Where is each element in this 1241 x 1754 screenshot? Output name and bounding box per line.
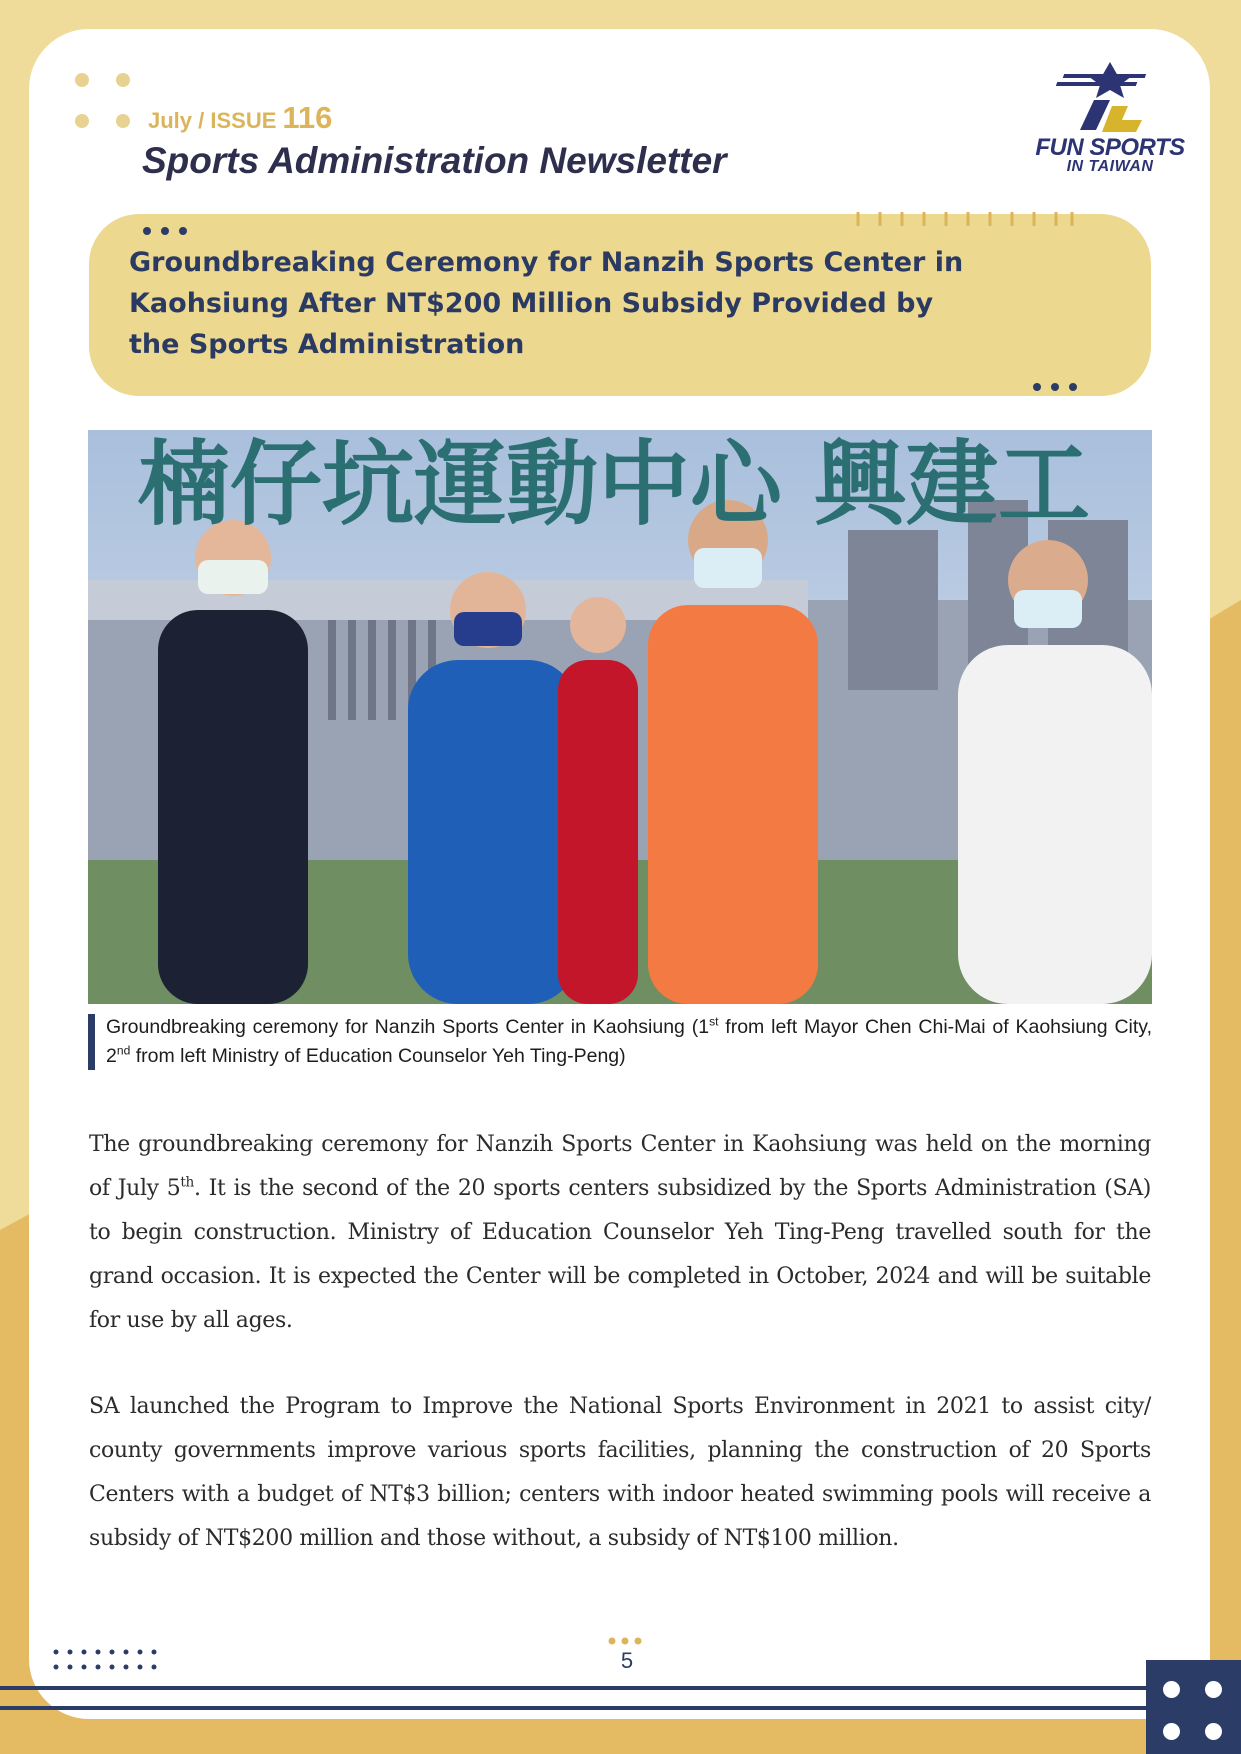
caption-sup: nd [116,1043,131,1058]
decor-dot [116,114,130,128]
issue-prefix: July / ISSUE [148,108,277,133]
corner-dot [1205,1723,1222,1740]
caption-text: Groundbreaking ceremony for Nanzih Sports Center in Kaohsiung (1 [106,1016,710,1038]
grid-dots-decor [52,1648,168,1672]
logo-subtitle: IN TAIWAN [1066,158,1154,175]
logo-wordmark: FUN SPORTS [1035,134,1185,161]
body-paragraph [89,1123,1151,1343]
decor-dots-top [142,226,198,236]
paragraph-sup: th [180,1174,194,1191]
caption-accent-bar [88,1014,95,1070]
page-number: 5 [620,1648,634,1673]
caption-sup: st [709,1014,719,1029]
issue-label [148,100,332,136]
page-dots-decor [607,1636,647,1646]
banner-text: 楠仔坑運動中心 興建工 [138,431,1091,538]
paragraph-text: . It is the second of the 20 sports centers subsidized by the Sports Administration (SA) to begin construction. Ministry of Education Counselor Yeh Ting-Peng travelled south for the grand occasion. It is expected the Center will be completed in October, 2024 and will be suitable for use by all ages. [89,1176,1151,1333]
decor-dot [116,73,130,87]
newsletter-title: Sports Administration Newsletter [142,140,727,181]
article-headline: Groundbreaking Ceremony for Nanzih Sports Center in Kaohsiung After NT$200 Million Subsidy Provided by the Sports Administration [129,247,964,360]
photo-caption [106,1013,1152,1071]
paragraph-text: The groundbreaking ceremony for Nanzih Sports Center in Kaohsiung was held on the morning of July 5 [89,1132,1151,1201]
corner-dot [1205,1681,1222,1698]
corner-dots-block [1146,1660,1241,1754]
decor-dots-bottom [1032,382,1088,392]
ceremony-photo [88,430,1152,1004]
corner-dot [1163,1723,1180,1740]
ceremony-photo-illustration [88,430,1152,1004]
caption-text: from left Ministry of Education Counselor Yeh Ting-Peng) [130,1045,626,1067]
decor-ticks [856,212,1076,228]
caption-text: from left Mayor Chen Chi-Mai of Kaohsiung City, 2 [106,1016,1152,1067]
body-paragraph: SA launched the Program to Improve the National Sports Environment in 2021 to assist city/ county governments improve various sports facilities, planning the construction of 20 Sports Centers with a budget of NT$3 billion; centers with indoor heated swimming pools will receive a subsidy of NT$200 million and those without, a subsidy of NT$100 million. [89,1394,1151,1551]
issue-number: 116 [282,100,333,135]
corner-dot [1163,1681,1180,1698]
decor-dot [75,114,89,128]
decor-dot [75,73,89,87]
footer-lines [0,1684,1150,1724]
